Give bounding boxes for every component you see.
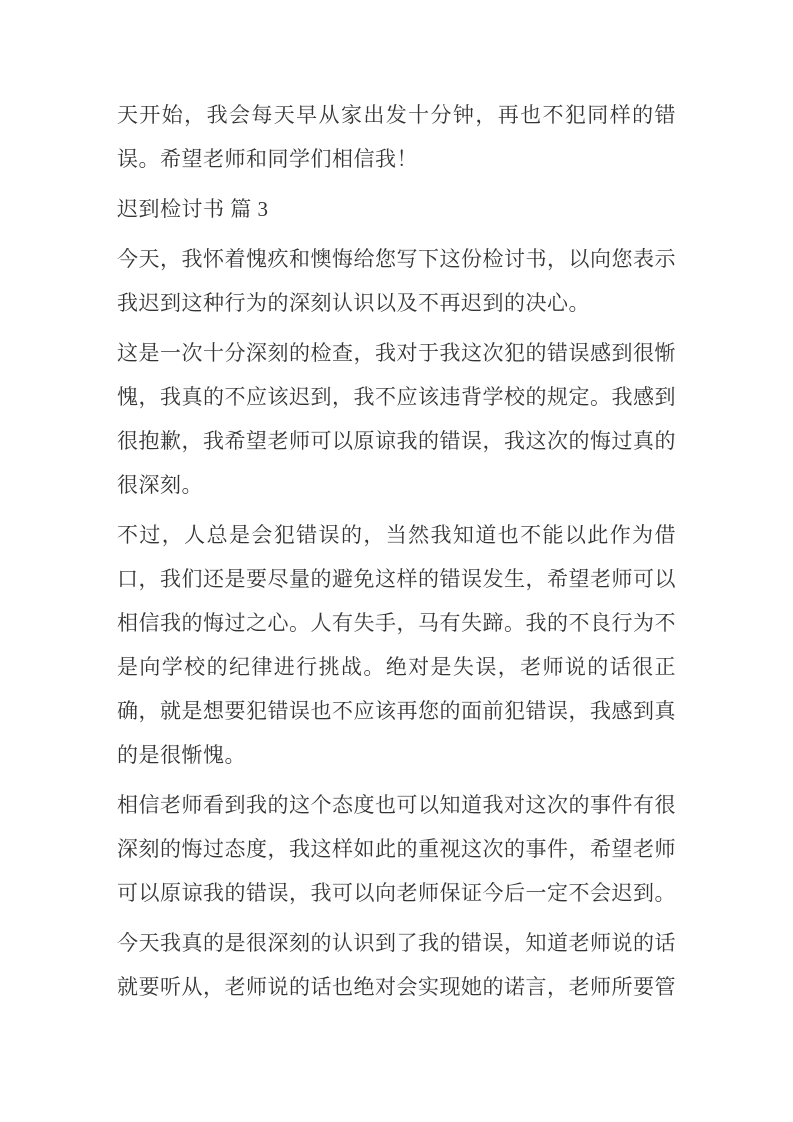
paragraph-excuse: 不过，人总是会犯错误的，当然我知道也不能以此作为借口，我们还是要尽量的避免这样的错误发生，希望老师可以相信我的悔过之心。人有失手，马有失蹄。我的不良行为不是向学校的纪律进行挑战。绝对是失误，老师说的话很正确，就是想要犯错误也不应该再您的面前犯错误，我感到真的是很惭愧。 bbox=[117, 523, 676, 767]
paragraph-reflection: 这是一次十分深刻的检查，我对于我这次犯的错误感到很惭愧，我真的不应该迟到，我不应该违背学校的规定。我感到很抱歉，我希望老师可以原谅我的错误，我这次的悔过真的很深刻。 bbox=[117, 341, 676, 497]
paragraph-continuation: 天开始，我会每天早从家出发十分钟，再也不犯同样的错误。希望老师和同学们相信我！ bbox=[117, 103, 676, 171]
paragraph-attitude: 相信老师看到我的这个态度也可以知道我对这次的事件有很深刻的悔过态度，我这样如此的重视这次的事件，希望老师可以原谅我的错误，我可以向老师保证今后一定不会迟到。 bbox=[117, 793, 676, 905]
document-content bbox=[117, 93, 676, 1009]
section-heading: 迟到检讨书 篇 3 bbox=[117, 197, 269, 221]
paragraph-promise: 今天我真的是很深刻的认识到了我的错误，知道老师说的话就要听从，老师说的话也绝对会实现她的诺言，老师所要管 bbox=[117, 931, 676, 999]
paragraph-intro: 今天，我怀着愧疚和懊悔给您写下这份检讨书，以向您表示我迟到这种行为的深刻认识以及不再迟到的决心。 bbox=[117, 247, 676, 315]
